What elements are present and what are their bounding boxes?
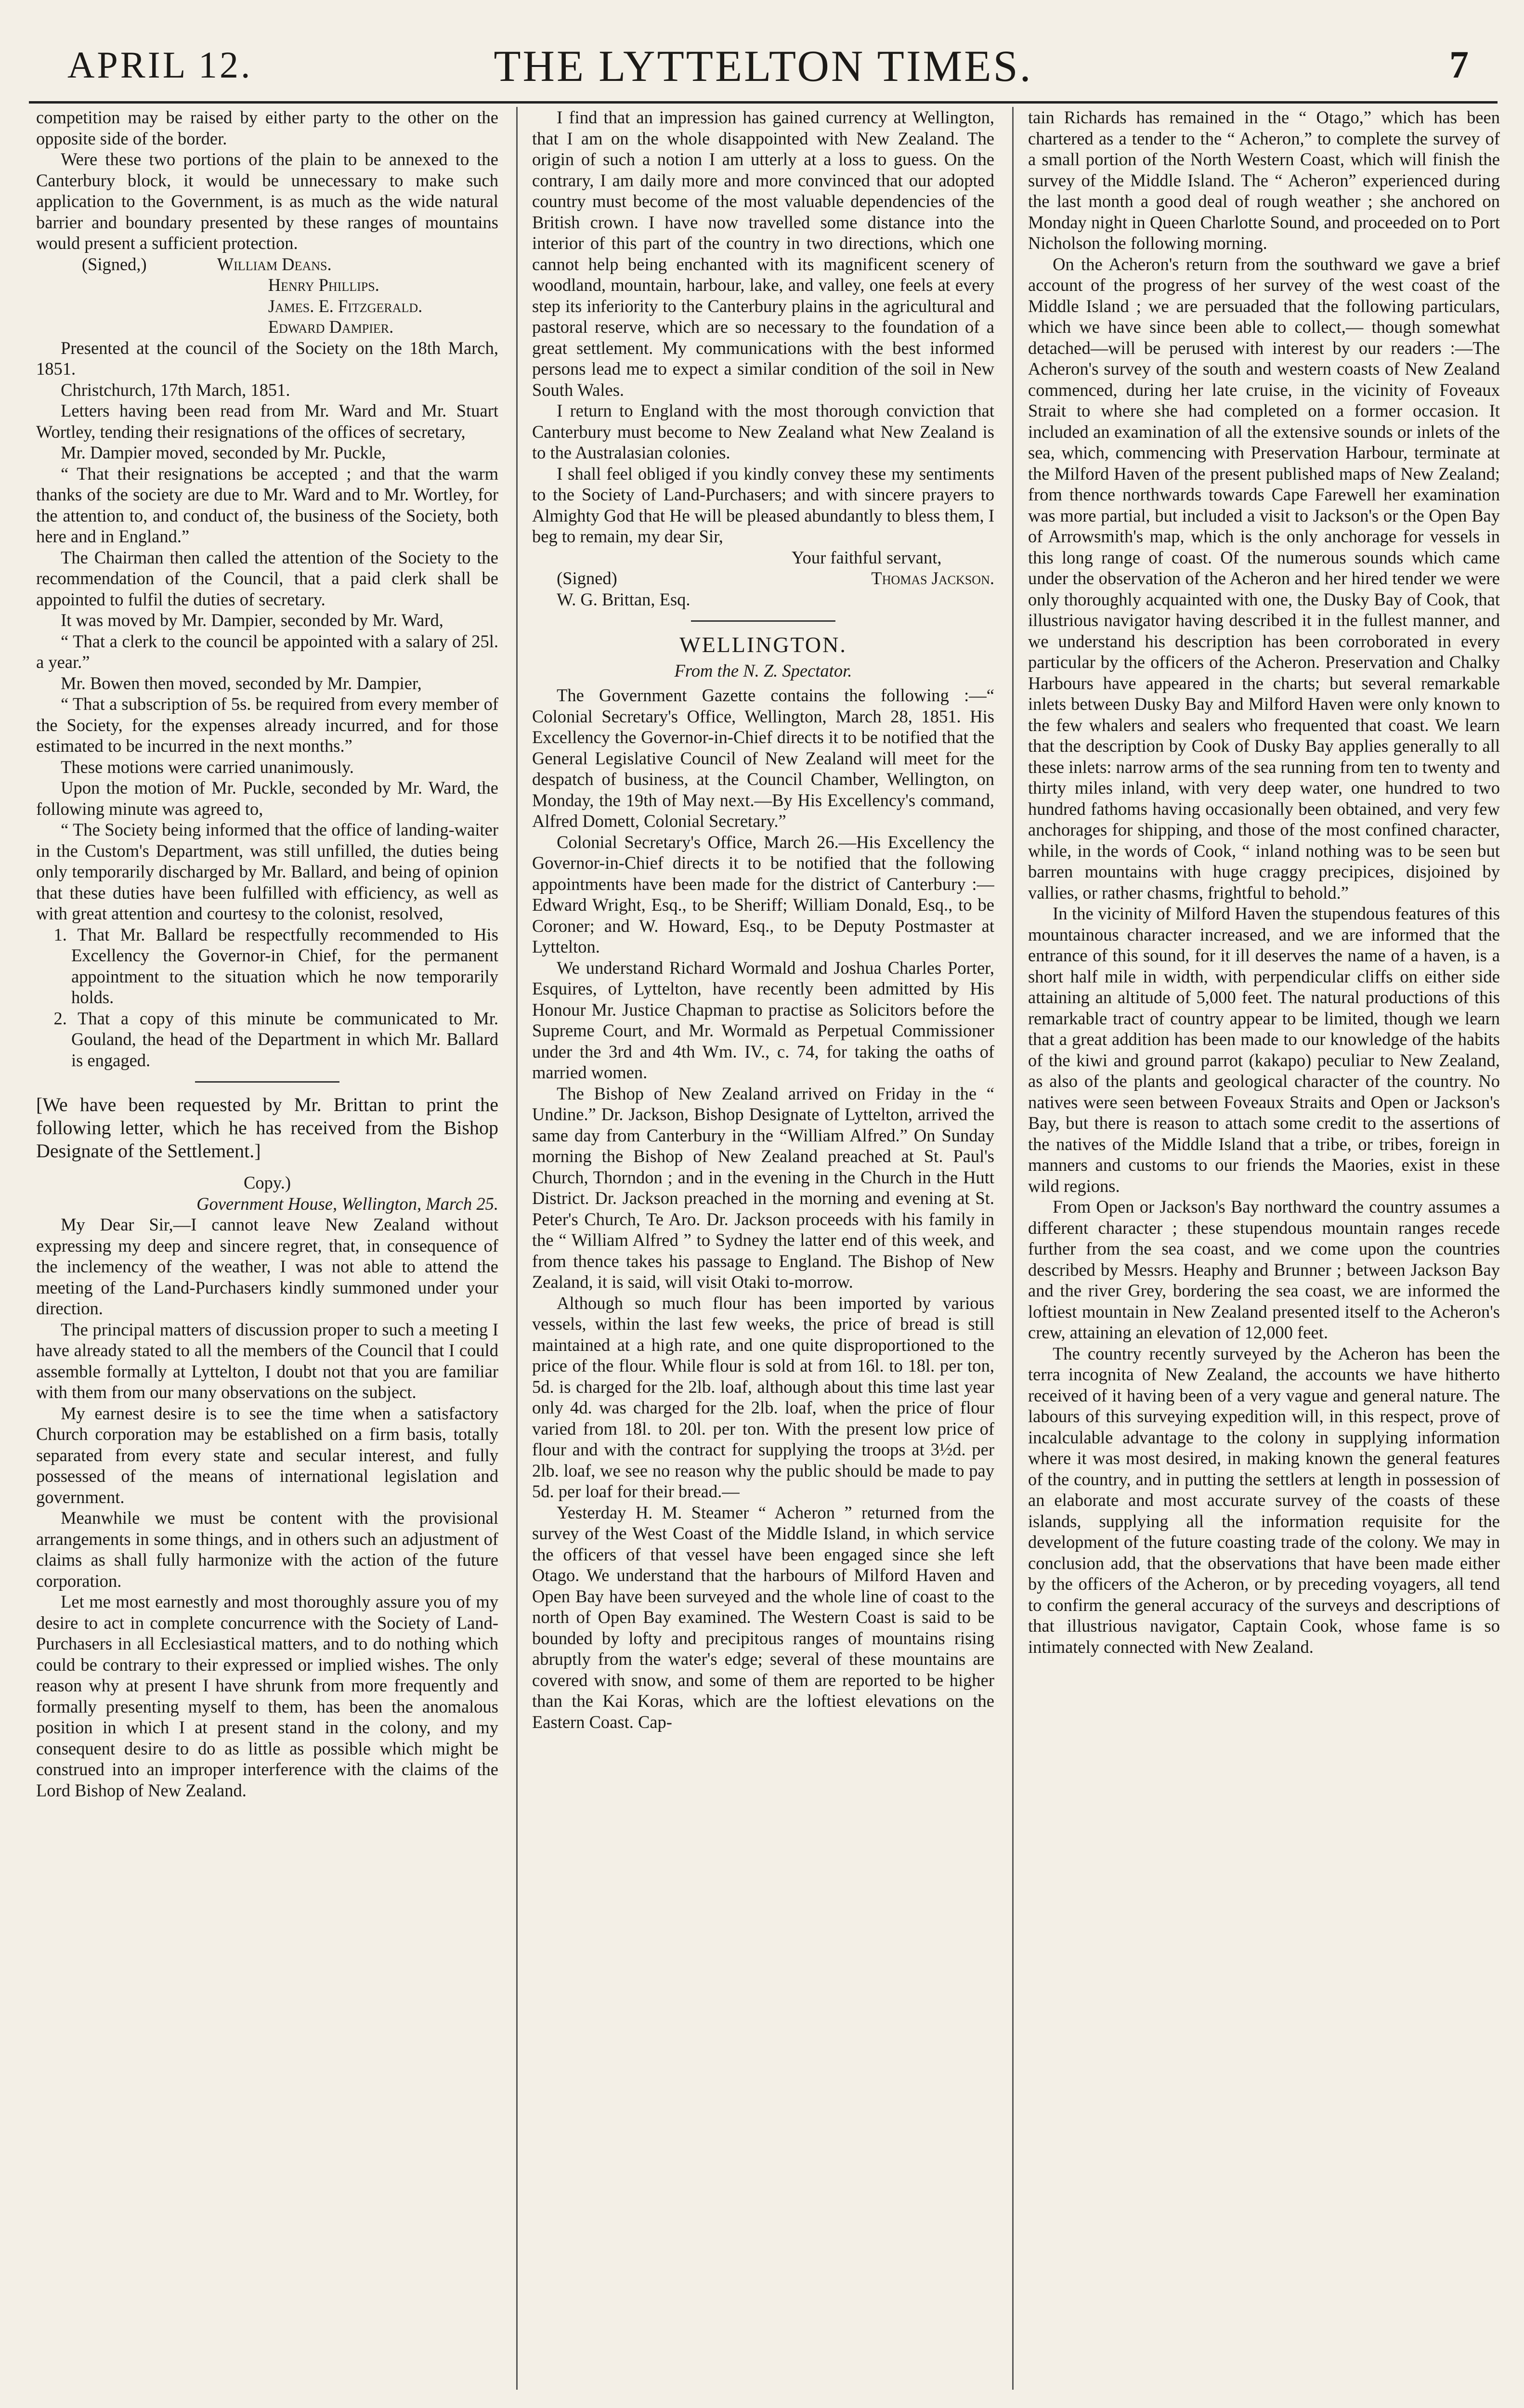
paragraph: I return to England with the most thorough conviction that Canterbury must become to New Zealand what New Zealand is to the Australasian colonies. — [532, 401, 994, 462]
paragraph: In the vicinity of Milford Haven the stupendous features of this mountainous character increased, and we are informed that the entrance of this sound, for it ill deserves the name of a haven, is a short half mile in width, with perpendicular cliffs on either side attaining an altitude of 5,000 feet. The natural productions of this remarkable tract of country appear to be limited, though we learn that a great addition has been made to our knowledge of the habits of the kiwi and ground parrot (kakapo) peculiar to New Zealand, as also of the plants and geological character of the country. No natives were seen between Foveaux Straits and Open or Jackson's Bay, but there is reason to attach some credit to the assertions of the natives of the Middle Island that a tribe, or tribes, foreign in manners and customs to our friends the Maories, exist in these wild regions. — [1028, 903, 1500, 1196]
paragraph: We understand Richard Wormald and Joshua Charles Porter, Esquires, of Lyttelton, have recently been admitted by His Honour Mr. Justice Chapman to practise as Solicitors before the Supreme Court, and Mr. Wormald as Perpetual Commissioner under the 3rd and 4th Wm. IV., c. 74, for taking the oaths of married women. — [532, 957, 994, 1082]
section-title: WELLINGTON. — [679, 632, 847, 657]
paragraph: “ That a subscription of 5s. be required from every member of the Society, for the expenses already incurred, and for those estimated to be incurred in the next months.” — [36, 694, 498, 756]
paragraph: The country recently surveyed by the Acheron has been the terra incognita of New Zealand, the accounts we have hitherto received of it having been of a very vague and general nature. The labours of this surveying expedition will, in this respect, prove of incalculable advantage to the colony in supplying information where it was most desired, in making known the general features of the country, and in putting the settlers at length in possession of an elaborate and most accurate survey of the coasts of these islands, supplying all the information requisite for the development of the future coasting trade of the colony. We may in conclusion add, that the observations that have been made either by the officers of the Acheron, or by preceding voyagers, all tend to confirm the general accuracy of the surveys and descriptions of that illustrious navigator, Captain Cook, whose fame is so intimately connected with New Zealand. — [1028, 1343, 1500, 1657]
signatory: Edward Dampier. — [268, 317, 394, 337]
paragraph: Yesterday H. M. Steamer “ Acheron ” returned from the survey of the West Coast of the Middle Island, in which service the officers of that vessel have been engaged since she left Otago. We understand that the harbours of Milford Haven and Open Bay have been surveyed and the whole line of coast to the north of Open Bay examined. The Western Coast is said to be bounded by lofty and precipitous ranges of mountains rising abruptly from the water's edge; several of these mountains are covered with snow, and some of them are reported to be higher than the Kai Koras, which are the loftiest elevations on the Eastern Coast. Cap- — [532, 1502, 994, 1732]
paragraph: Mr. Bowen then moved, seconded by Mr. Dampier, — [61, 673, 422, 693]
paragraph: “ The Society being informed that the office of landing-waiter in the Custom's Department, was still unfilled, the duties being only temporarily discharged by Mr. Ballard, and being of opinion that these duties have been fulfilled with efficiency, as well as with great attention and courtesy to the colonist, resolved, — [36, 820, 498, 923]
paragraph: competition may be raised by either party to the other on the opposite side of the border. — [36, 107, 498, 148]
resolution-item: 1. That Mr. Ballard be respectfully recommended to His Excellency the Governor-in Chief, for the permanent appointment to the situation which he now temporarily holds. — [53, 924, 498, 1007]
paragraph: My Dear Sir,—I cannot leave New Zealand without expressing my deep and sincere regret, that, in consequence of the inclemency of the weather, I was not able to attend the meeting of the Land-Purchasers kindly summoned under your direction. — [36, 1215, 498, 1318]
paragraph: Upon the motion of Mr. Puckle, seconded by Mr. Ward, the following minute was agreed to, — [36, 778, 498, 819]
paragraph: On the Acheron's return from the southward we gave a brief account of the progress of her survey of the west coast of the Middle Island ; we are persuaded that the following particulars, which we have since been able to collect,— though somewhat detached—will be perused with interest by our readers :—The Acheron's survey of the south and western coasts of New Zealand commenced, during her late cruise, in the vicinity of Foveaux Strait to where she had completed on a former occasion. It included an examination of all the extensive sounds or inlets of the sea, which, commencing with Preservation Harbour, terminate at the Milford Haven of the present published maps of New Zealand; from thence northwards towards Cape Farewell her examination was more partial, but included a visit to Jackson's or the Open Bay of Arrowsmith's map, which is the only anchorage for vessels in this long range of coast. Of the numerous sounds which came under the observation of the Acheron and her hired tender we were only thoroughly acquainted with one, the Dusky Bay of Cook, that illustrious navigator having described it in the fullest manner, and we understand his description has been corroborated in every particular by the officers of the Acheron. Preservation and Chalky Harbours have appeared in the charts; but several remarkable inlets between Dusky Bay and Milford Haven were only known to the few whalers and sealers who frequented that coast. We learn that the description by Cook of Dusky Bay applies generally to all these inlets: narrow arms of the sea running from ten to twenty and thirty miles inland, with very deep water, one hundred to two hundred fathoms having occasionally been obtained, and very few anchorages for shipping, and those of the most confined character, while, in the words of Cook, “ inland nothing was to be seen but barren mountains with huge craggy precipices, disjoined by vallies, or rather chasms, frightful to behold.” — [1028, 254, 1500, 903]
paragraph: These motions were carried unanimously. — [61, 757, 354, 777]
paragraph: The Government Gazette contains the following :—“ Colonial Secretary's Office, Wellington, March 28, 1851. His Excellency the Governor-in-Chief directs it to be notified that the General Legislative Council of New Zealand will meet for the despatch of business, at the Council Chamber, Wellington, on Monday, the 19th of May next.—By His Excellency's command, Alfred Domett, Colonial Secretary.” — [532, 685, 994, 831]
paragraph: I shall feel obliged if you kindly convey these my sentiments to the Society of Land-Purchasers; and with sincere prayers to Almighty God that He will be pleased abundantly to bless them, I beg to remain, my dear Sir, — [532, 463, 994, 546]
paragraph: Mr. Dampier moved, seconded by Mr. Puckle, — [61, 443, 386, 462]
signature-line — [36, 296, 498, 317]
paragraph: I find that an impression has gained currency at Wellington, that I am on the whole disappointed with New Zealand. The origin of such a notion I am utterly at a loss to guess. On the contrary, I am daily more and more convinced that our adopted country must become of the most valuable dependencies of the British crown. I have now travelled some distance into the interior of this part of the country in two directions, which one cannot help being enchanted with its magnificent scenery of woodland, mountain, harbour, lake, and valley, one feels at every step its inferiority to the Canterbury plains in the agricultural and pastoral reserve, which are so necessary to the foundation of a great settlement. My communications with the best informed persons lead me to expect a similar condition of the soil in New South Wales. — [532, 107, 994, 400]
section-divider — [691, 620, 835, 622]
paragraph: The Bishop of New Zealand arrived on Friday in the “ Undine.” Dr. Jackson, Bishop Designate of Lyttelton, arrived the same day from Canterbury in the “William Alfred.” On Sunday morning the Bishop of New Zealand preached at St. Paul's Church, Thorndon ; and in the evening in the Church in the Hutt District. Dr. Jackson preached in the morning and evening at St. Peter's Church, Te Aro. Dr. Jackson proceeds with his family in the “ William Alfred ” to Sydney the latter end of this week, and from thence takes his passage to England. The Bishop of New Zealand, it is said, will visit Otaki to-morrow. — [532, 1083, 994, 1292]
paragraph: Although so much flour has been imported by various vessels, within the last few weeks, the price of bread is still maintained at a high rate, and one quite disproportioned to the price of the flour. While flour is sold at from 16l. to 18l. per ton, 5d. is charged for the 2lb. loaf, although about this time last year only 4d. was charged for the 2lb. loaf, when the price of flour varied from 18l. to 20l. per ton. With the present low price of flour and with the contract for supplying the troops at 3½d. per 2lb. loaf, we see no reason why the public should be made to pay 5d. per loaf for their bread.— — [532, 1293, 994, 1501]
resolution-item: 2. That a copy of this minute be communicated to Mr. Gouland, the head of the Department in which Mr. Ballard is engaged. — [53, 1008, 498, 1070]
paragraph: “ That their resignations be accepted ; and that the warm thanks of the society are due to Mr. Ward and to Mr. Wortley, for the attention to, and conduct of, the business of the Society, both here and in England.” — [36, 463, 498, 546]
paragraph: My earnest desire is to see the time when a satisfactory Church corporation may be established on a firm basis, totally separated from every state and secular interest, and fully possessed of the means of international legislation and government. — [36, 1403, 498, 1507]
paragraph: Meanwhile we must be content with the provisional arrangements in some things, and in others such an adjustment of claims as shall fully harmonize with the action of the future corporation. — [36, 1508, 498, 1591]
paragraph: Letters having been read from Mr. Ward and Mr. Stuart Wortley, tending their resignations of the offices of secretary, — [36, 401, 498, 442]
signature-line — [36, 275, 498, 296]
letter-signature — [532, 568, 994, 589]
signed-label: (Signed) — [557, 568, 617, 588]
column-3 — [1028, 107, 1500, 2395]
letter-closing: Your faithful servant, — [791, 547, 942, 567]
column-1 — [36, 107, 498, 2395]
signature-line — [36, 254, 498, 275]
paragraph: Colonial Secretary's Office, March 26.—His Excellency the Governor-in-Chief directs it to be notified that the following appointments have been made for the district of Canterbury :— Edward Wright, Esq., to be Sheriff; William Donald, Esq., to be Coroner; and W. Howard, Esq., to be Deputy Postmaster at Lyttelton. — [532, 832, 994, 956]
letter-dateline: Government House, Wellington, March 25. — [196, 1193, 498, 1214]
copy-label: Copy.) — [243, 1173, 291, 1192]
issue-date: APRIL 12. — [67, 44, 253, 86]
signature-line — [36, 316, 498, 338]
paragraph: “ That a clerk to the council be appointed with a salary of 25l. a year.” — [36, 631, 498, 672]
column-rule — [516, 107, 518, 2390]
paragraph: tain Richards has remained in the “ Otago,” which has been chartered as a tender to the “ Acheron,” to complete the survey of a small portion of the North Western Coast, which will finish the survey of the Middle Island. The “ Acheron” experienced during the last month a good deal of rough weather ; she anchored on Monday night in Queen Charlotte Sound, and proceeded on to Port Nicholson the following morning. — [1028, 107, 1500, 253]
signed-label: (Signed,) — [81, 254, 147, 274]
column-rule — [1012, 107, 1014, 2390]
paragraph: Christchurch, 17th March, 1851. — [61, 380, 290, 400]
paragraph: Presented at the council of the Society on the 18th March, 1851. — [36, 338, 498, 379]
paragraph: The Chairman then called the attention of the Society to the recommendation of the Council, that a paid clerk shall be appointed to fulfil the duties of secretary. — [36, 547, 498, 609]
paragraph: From Open or Jackson's Bay northward the country assumes a different character ; these stupendous mountain ranges recede further from the sea coast, and we come upon the countries described by Messrs. Heaphy and Brunner ; between Jackson Bay and the river Grey, bordering the sea coast, we are informed the loftiest mountain in New Zealand presented itself to the Acheron's crew, attaining an elevation of 12,000 feet. — [1028, 1197, 1500, 1342]
signatory: Thomas Jackson. — [871, 568, 994, 588]
signatory: Henry Phillips. — [268, 275, 379, 295]
signatory: James. E. Fitzgerald. — [268, 296, 423, 316]
page-number: 7 — [1449, 44, 1469, 86]
newspaper-title: THE LYTTELTON TIMES. — [494, 41, 1033, 91]
paragraph: The principal matters of discussion proper to such a meeting I have already stated to all the members of the Council that I could assemble formally at Lyttelton, I doubt not that you are familiar with them from our many observations on the subject. — [36, 1319, 498, 1402]
paragraph: It was moved by Mr. Dampier, seconded by Mr. Ward, — [61, 610, 443, 630]
paragraph: Let me most earnestly and most thoroughly assure you of my desire to act in complete concurrence with the Society of Land-Purchasers in all Ecclesiastical matters, and to do nothing which could be contrary to their expressed or implied wishes. The only reason why at present I have shrunk from more frequently and formally presenting myself to them, has been the anomalous position in which I at present stand in the colony, and my consequent desire to do as little as possible which might be construed into an improper interference with the claims of the Lord Bishop of New Zealand. — [36, 1592, 498, 1800]
signatory: William Deans. — [217, 254, 332, 274]
editorial-notice: [We have been requested by Mr. Brittan to print the following letter, which he has received from the Bishop Designate of the Settlement.] — [36, 1094, 498, 1162]
letter-recipient: W. G. Brittan, Esq. — [557, 589, 690, 609]
masthead — [29, 43, 1498, 104]
column-2 — [532, 107, 994, 2395]
section-divider — [195, 1081, 339, 1083]
section-source: From the N. Z. Spectator. — [674, 660, 852, 681]
paragraph: Were these two portions of the plain to be annexed to the Canterbury block, it would be unnecessary to make such application to the Government, is as much as the wide natural barrier and boundary presented by these ranges of mountains would present a sufficient protection. — [36, 149, 498, 253]
